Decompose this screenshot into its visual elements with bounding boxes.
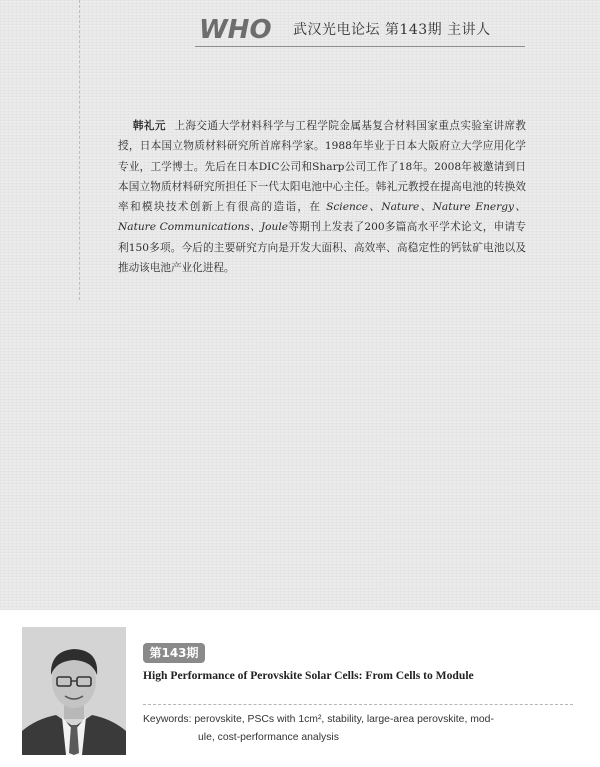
bio-journals: Science、Nature、Nature Energy、Nature Communications、Joule	[118, 201, 526, 234]
keywords-line-2: ule, cost-performance analysis	[198, 732, 339, 743]
speaker-bio	[118, 116, 526, 278]
margin-rule	[79, 0, 80, 300]
talk-keywords	[143, 711, 538, 747]
speaker-name: 韩礼元	[132, 120, 166, 132]
header-title: 武汉光电论坛 第143期 主讲人	[293, 22, 491, 38]
logo-text: WHO	[199, 16, 272, 42]
bio-text-part1: 上海交通大学材料科学与工程学院金属基复合材料国家重点实验室讲席教授，日本国立物质材料研究所首席科学家。1988年毕业于日本大阪府立大学应用化学专业，工学博士。先后在日本DIC公司和Sharp公司工作了18年。2008年被邀请到日本国立物质材料研究所担任下一代太阳电池中心主任。韩礼元教授在提高电池的转换效率和模块技术创新上有很高的造诣，在	[118, 120, 527, 214]
talk-title: High Performance of Perovskite Solar Cells: From Cells to Module	[143, 669, 474, 682]
issue-badge: 第143期	[143, 643, 205, 663]
header-rule	[195, 46, 525, 47]
page-header	[195, 14, 491, 44]
forum-logo-icon	[195, 16, 287, 42]
keywords-line-1: Keywords: perovskite, PSCs with 1cm², stability, large-area perovskite, mod-	[143, 714, 494, 725]
speaker-portrait	[22, 627, 126, 755]
bio-text-part2: 等期刊上发表了200多篇高水平学术论文，申请专利150多项。今后的主要研究方向是开发大面积、高效率、高稳定性的钙钛矿电池以及推动该电池产业化进程。	[118, 221, 526, 275]
talk-divider	[143, 704, 573, 705]
